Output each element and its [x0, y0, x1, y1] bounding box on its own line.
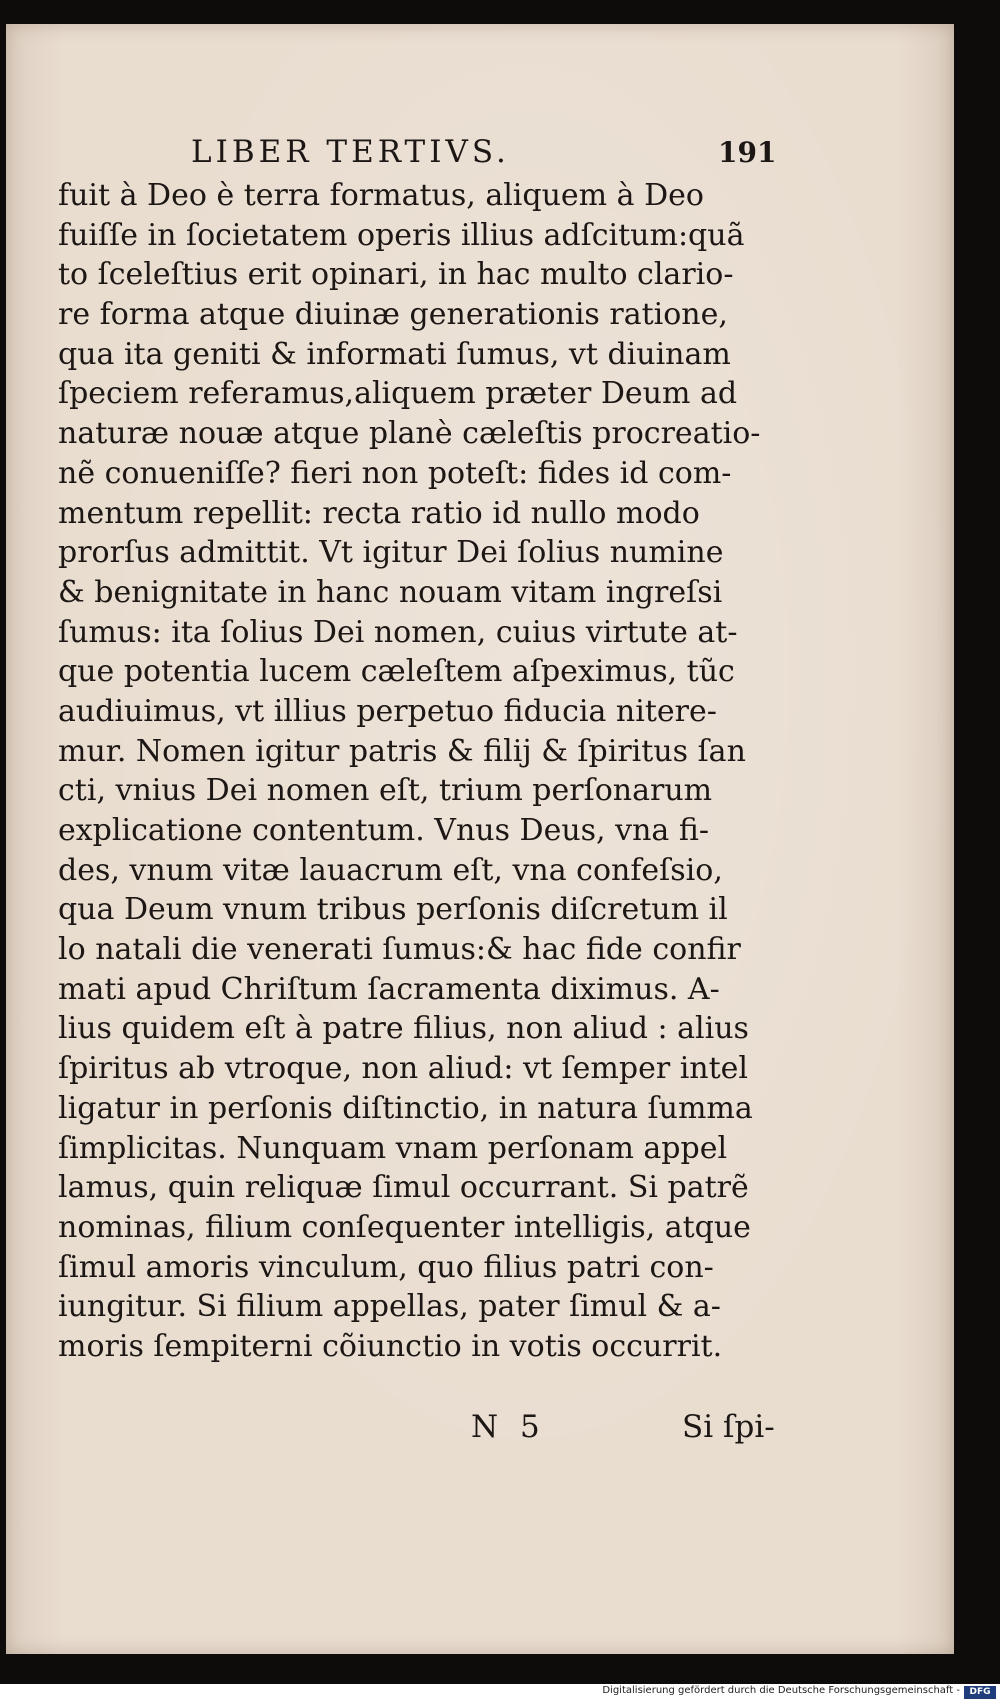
text-line: des, vnum vitæ lauacrum eſt, vna confeſsio,: [58, 852, 723, 888]
page-footer: [6, 1409, 954, 1449]
text-line: mur. Nomen igitur patris & filij & ſpiritus ſan: [58, 733, 746, 769]
text-line: ſimul amoris vinculum, quo filius patri con-: [58, 1249, 714, 1285]
text-line: fuiſſe in ſocietatem operis illius adſcitum:quã: [58, 217, 745, 253]
text-line: fuit à Deo è terra formatus, aliquem à Deo: [58, 178, 704, 213]
text-line: ſpiritus ab vtroque, non aliud: vt ſemper intel: [58, 1051, 749, 1087]
text-line: cti, vnius Dei nomen eſt, trium perſonarum: [58, 773, 713, 809]
page-number: 191: [718, 136, 777, 169]
body-text: [58, 176, 768, 1367]
text-line: to ſceleſtius erit opinari, in hac multo clario-: [58, 257, 734, 293]
dfg-logo-icon: DFG: [964, 1686, 996, 1699]
text-line: re forma atque diuinæ generationis ratione,: [58, 297, 728, 333]
text-line: iungitur. Si filium appellas, pater ſimul & a-: [58, 1289, 721, 1325]
text-line: qua ita geniti & informati ſumus, vt diuinam: [58, 336, 731, 372]
text-line: moris ſempiterni cõiunctio in votis occurrit.: [58, 1328, 723, 1364]
text-line: ſumus: ita ſolius Dei nomen, cuius virtute at-: [58, 614, 738, 650]
text-line: ligatur in perſonis diſtinctio, in natura ſumma: [58, 1090, 753, 1126]
text-line: prorſus admittit. Vt igitur Dei ſolius numine: [58, 535, 724, 571]
text-line: nẽ conueniſſe? fieri non poteſt: fides id com-: [58, 455, 732, 491]
running-head: LIBER TERTIVS.: [191, 134, 510, 170]
text-line: que potentia lucem cæleſtem aſpeximus, tũc: [58, 654, 735, 690]
text-line: mati apud Chriſtum ſacramenta diximus. A-: [58, 971, 720, 1007]
text-line: explicatione contentum. Vnus Deus, vna fi-: [58, 813, 709, 848]
text-line: mentum repellit: recta ratio id nullo modo: [58, 495, 700, 531]
text-line: audiuimus, vt illius perpetuo fiducia nitere-: [58, 693, 717, 729]
text-line: lo natali die venerati ſumus:& hac fide confir: [58, 932, 741, 968]
catchword: Si ſpi-: [682, 1409, 775, 1445]
page-header: [6, 134, 954, 174]
text-line: & benignitate in hanc nouam vitam ingreſsi: [58, 574, 723, 610]
text-line: lius quidem eſt à patre filius, non aliud : alius: [58, 1011, 749, 1047]
credit-bar: [0, 1684, 1000, 1701]
signature-mark: N 5: [471, 1409, 546, 1445]
text-line: qua Deum vnum tribus perſonis diſcretum il: [58, 892, 728, 928]
funding-credit: Digitalisierung gefördert durch die Deutsche Forschungsgemeinschaft -: [602, 1685, 960, 1696]
text-line: ſimplicitas. Nunquam vnam perſonam appel: [58, 1130, 728, 1166]
book-page: [6, 24, 954, 1654]
text-line: ſpeciem referamus,aliquem præter Deum ad: [58, 376, 738, 412]
text-line: nominas, filium conſequenter intelligis, atque: [58, 1209, 751, 1245]
text-line: lamus, quin reliquæ ſimul occurrant. Si patrẽ: [58, 1170, 749, 1206]
text-line: naturæ nouæ atque planè cæleſtis procreatio-: [58, 416, 761, 452]
